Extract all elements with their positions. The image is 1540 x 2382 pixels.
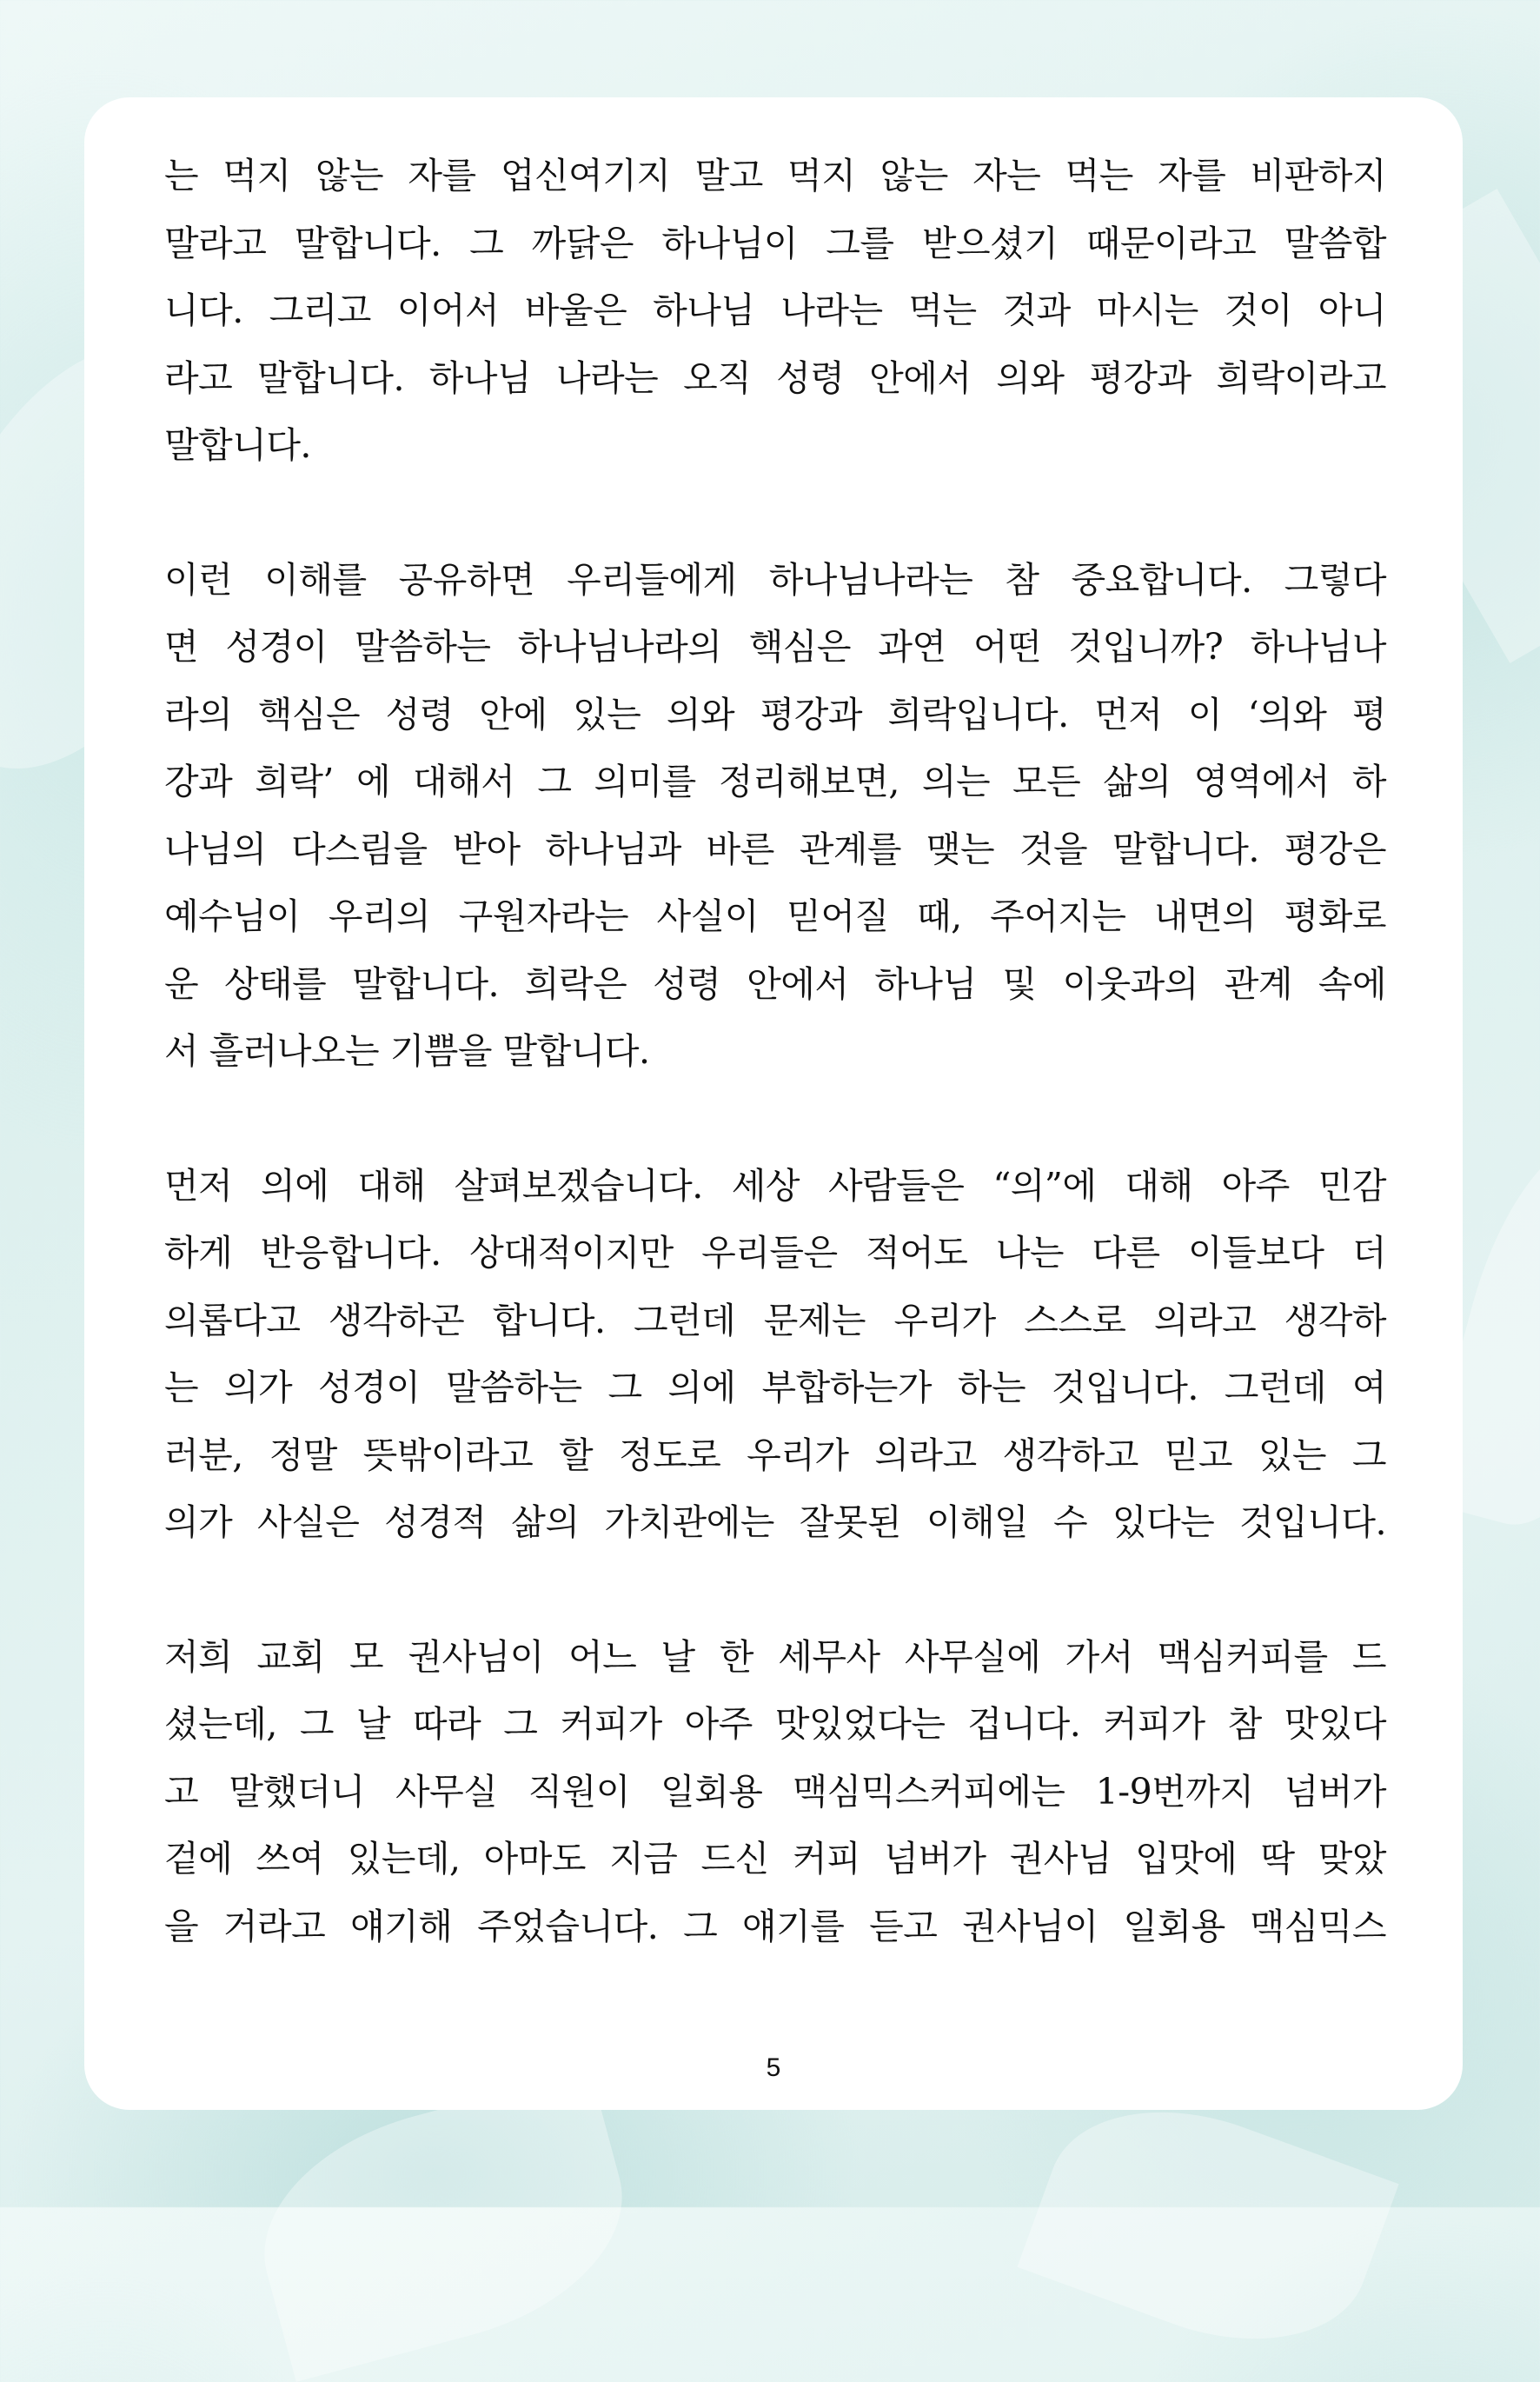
background-leaf-decoration [1017, 2071, 1398, 2379]
text-line: 러분, 정말 뜻밖이라고 할 정도로 우리가 의라고 생각하고 믿고 있는 그 [164, 1434, 1386, 1476]
text-line: 는 의가 성경이 말씀하는 그 의에 부합하는가 하는 것입니다. 그런데 여 [164, 1367, 1386, 1408]
text-line: 니다. 그리고 이어서 바울은 하나님 나라는 먹는 것과 마시는 것이 아니 [164, 289, 1386, 331]
page-number: 5 [766, 2053, 781, 2082]
paragraph-4 [164, 1624, 1386, 1961]
document-body [164, 143, 1386, 1960]
text-line: 겉에 쓰여 있는데, 아마도 지금 드신 커피 넘버가 권사님 입맛에 딱 맞았 [164, 1838, 1386, 1880]
text-line: 먼저 의에 대해 살펴보겠습니다. 세상 사람들은 “의”에 대해 아주 민감 [164, 1164, 1386, 1207]
text-line: 강과 희락’ 에 대해서 그 의미를 정리해보면, 의는 모든 삶의 영역에서 하 [164, 761, 1386, 802]
text-line: 라의 핵심은 성령 안에 있는 의와 평강과 희락입니다. 먼저 이 ‘의와 평 [164, 693, 1386, 735]
text-line: 셨는데, 그 날 따라 그 커피가 아주 맛있었다는 겁니다. 커피가 참 맛있다 [164, 1703, 1386, 1745]
background-leaf-decoration [238, 2069, 649, 2382]
text-line: 운 상태를 말합니다. 희락은 성령 안에서 하나님 및 이웃과의 관계 속에 [164, 962, 1386, 1005]
text-line: 을 거라고 얘기해 주었습니다. 그 얘기를 듣고 권사님이 일회용 맥심믹스 [164, 1905, 1386, 1947]
page-card [84, 97, 1463, 2110]
text-line: 서 흘러나오는 기쁨을 말합니다. [164, 1030, 650, 1072]
text-line: 면 성경이 말씀하는 하나님나라의 핵심은 과연 어떤 것입니까? 하나님나 [164, 626, 1386, 668]
text-line: 나님의 다스림을 받아 하나님과 바른 관계를 맺는 것을 말합니다. 평강은 [164, 828, 1386, 870]
text-line: 고 말했더니 사무실 직원이 일회용 맥심믹스커피에는 1-9번까지 넘버가 [164, 1770, 1386, 1813]
paragraph-3 [164, 1153, 1386, 1557]
paragraph-2 [164, 547, 1386, 1086]
text-line: 말라고 말합니다. 그 까닭은 하나님이 그를 받으셨기 때문이라고 말씀합 [164, 222, 1386, 264]
paragraph-1 [164, 143, 1386, 480]
text-line: 라고 말합니다. 하나님 나라는 오직 성령 안에서 의와 평강과 희락이라고 [164, 356, 1386, 399]
text-line: 이런 이해를 공유하면 우리들에게 하나님나라는 참 중요합니다. 그렇다 [164, 558, 1386, 601]
text-line: 저희 교회 모 권사님이 어느 날 한 세무사 사무실에 가서 맥심커피를 드 [164, 1635, 1386, 1678]
text-line: 의가 사실은 성경적 삶의 가치관에는 잘못된 이해일 수 있다는 것입니다. [164, 1501, 1386, 1543]
text-line: 는 먹지 않는 자를 업신여기지 말고 먹지 않는 자는 먹는 자를 비판하지 [164, 155, 1386, 196]
text-line: 의롭다고 생각하곤 합니다. 그런데 문제는 우리가 스스로 의라고 생각하 [164, 1299, 1386, 1341]
text-line: 말합니다. [164, 424, 311, 466]
text-line: 하게 반응합니다. 상대적이지만 우리들은 적어도 나는 다른 이들보다 더 [164, 1232, 1386, 1274]
text-line: 예수님이 우리의 구원자라는 사실이 믿어질 때, 주어지는 내면의 평화로 [164, 895, 1386, 937]
